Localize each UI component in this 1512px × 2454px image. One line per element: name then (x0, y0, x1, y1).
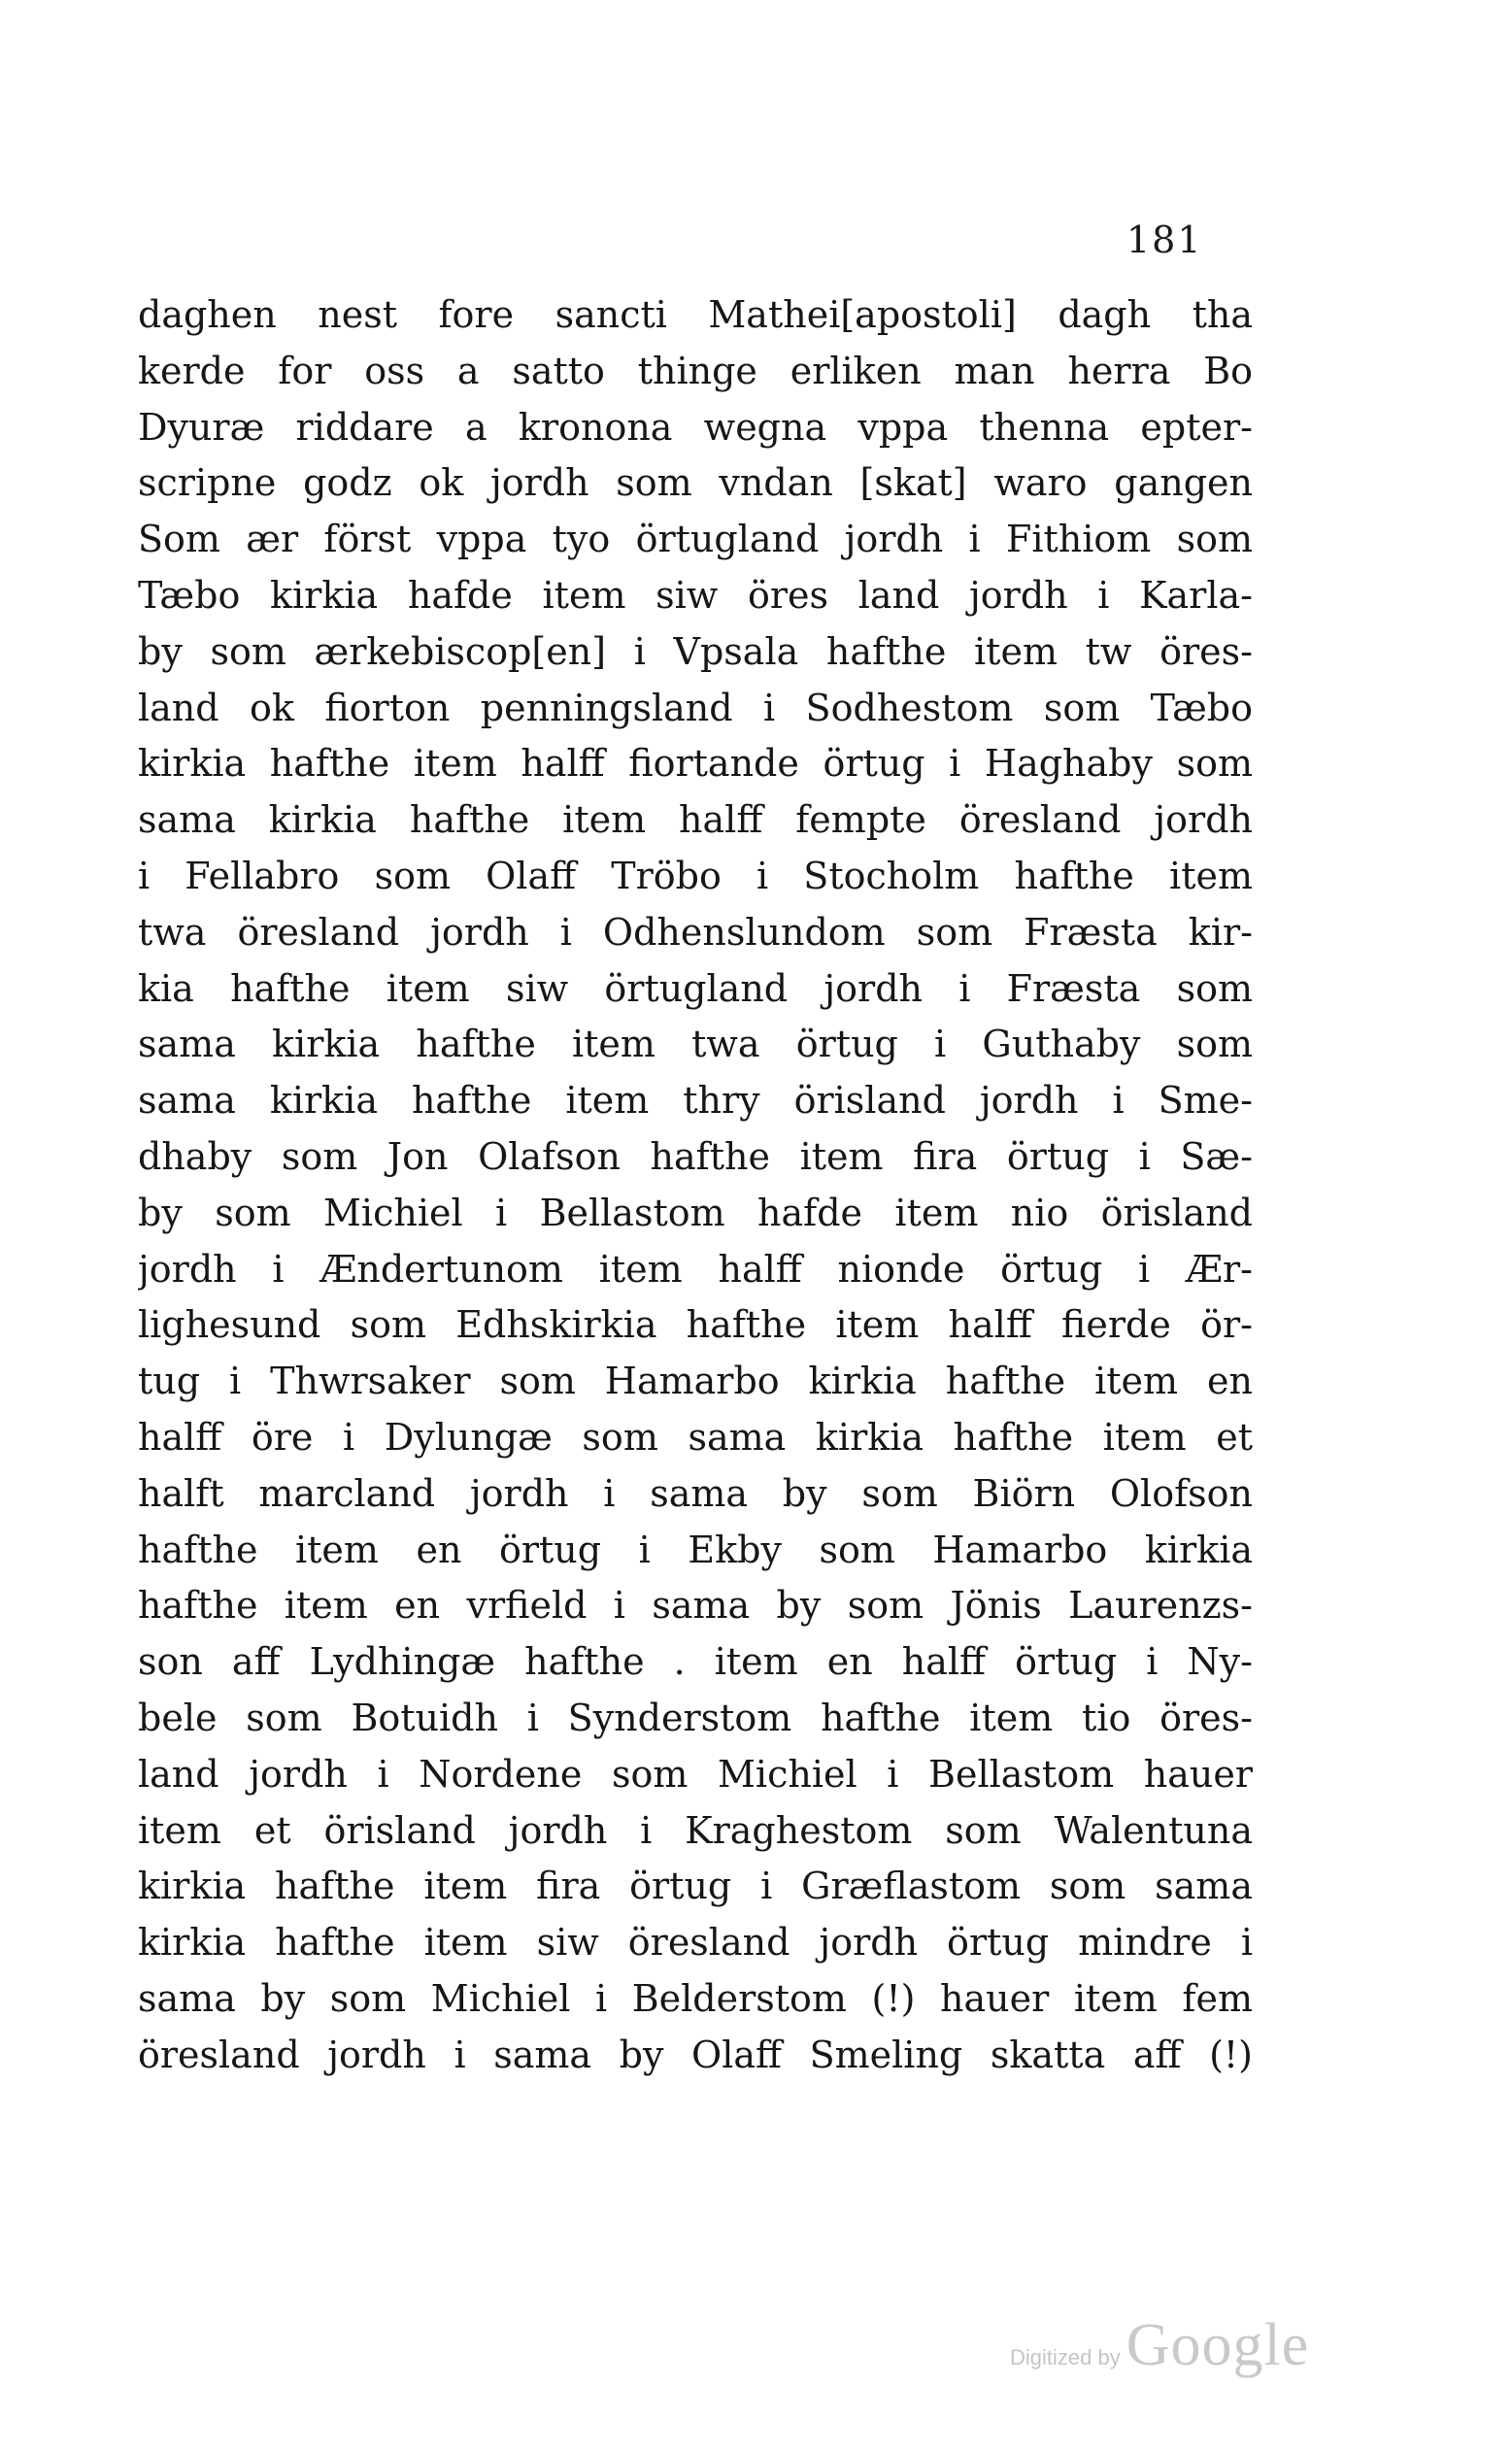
text-line: son aff Lydhingæ hafthe . item en halff örtug i Ny- (138, 1640, 1253, 1684)
text-line: kirkia hafthe item halff fiortande örtug i Haghaby som (138, 742, 1253, 786)
text-line: öresland jordh i sama by Olaff Smeling skatta aff (!) (138, 2033, 1253, 2076)
text-line: sama kirkia hafthe item halff fempte öresland jordh (138, 798, 1253, 842)
text-line: kia hafthe item siw örtugland jordh i Fræsta som (138, 966, 1253, 1010)
text-line: land ok fiorton penningsland i Sodhestom som Tæbo (138, 686, 1253, 729)
page-number: 181 (1126, 219, 1203, 261)
digitization-watermark (1010, 2311, 1309, 2379)
text-line: sama kirkia hafthe item twa örtug i Guthaby som (138, 1023, 1253, 1066)
text-line: scripne godz ok jordh som vndan [skat] waro gangen (138, 461, 1253, 505)
text-line: Som ær först vppa tyo örtugland jordh i Fithiom som (138, 518, 1253, 561)
google-logo: Google (1126, 2312, 1310, 2378)
text-line: sama kirkia hafthe item thry örisland jordh i Sme- (138, 1079, 1253, 1123)
text-line: kerde for oss a satto thinge erliken man herra Bo (138, 349, 1253, 392)
text-line: jordh i Ændertunom item halff nionde örtug i Ær- (138, 1247, 1253, 1291)
text-line: lighesund som Edhskirkia hafthe item halff fierde ör- (138, 1303, 1253, 1347)
text-line: daghen nest fore sancti Mathei[apostoli] dagh tha (138, 293, 1253, 336)
text-line: bele som Botuidh i Synderstom hafthe item tio öres- (138, 1696, 1253, 1739)
text-line: hafthe item en örtug i Ekby som Hamarbo kirkia (138, 1528, 1253, 1571)
text-line: Tæbo kirkia hafde item siw öres land jordh i Karla- (138, 573, 1253, 617)
text-line: halft marcland jordh i sama by som Biörn Olofson (138, 1471, 1253, 1515)
text-line: tug i Thwrsaker som Hamarbo kirkia hafthe item en (138, 1360, 1253, 1403)
text-line: hafthe item en vrfield i sama by som Jönis Laurenzs- (138, 1584, 1253, 1628)
text-line: item et örisland jordh i Kraghestom som Walentuna (138, 1808, 1253, 1852)
text-line: kirkia hafthe item siw öresland jordh örtug mindre i (138, 1921, 1253, 1965)
text-line: halff öre i Dylungæ som sama kirkia hafthe item et (138, 1415, 1253, 1459)
text-line: by som ærkebiscop[en] i Vpsala hafthe item tw öres- (138, 629, 1253, 673)
text-line: twa öresland jordh i Odhenslundom som Fræsta kir- (138, 910, 1253, 954)
text-line: sama by som Michiel i Belderstom (!) hauer item fem (138, 1976, 1253, 2020)
text-line: dhaby som Jon Olafson hafthe item fira örtug i Sæ- (138, 1134, 1253, 1178)
digitized-by-label: Digitized by (1010, 2345, 1121, 2370)
body-text (138, 287, 1253, 2084)
text-line: land jordh i Nordene som Michiel i Bellastom hauer (138, 1752, 1253, 1796)
text-line: i Fellabro som Olaff Tröbo i Stocholm hafthe item (138, 854, 1253, 897)
text-line: Dyuræ riddare a kronona wegna vppa thenna epter- (138, 405, 1253, 449)
text-line: by som Michiel i Bellastom hafde item nio örisland (138, 1191, 1253, 1234)
text-line: kirkia hafthe item fira örtug i Græflastom som sama (138, 1865, 1253, 1908)
